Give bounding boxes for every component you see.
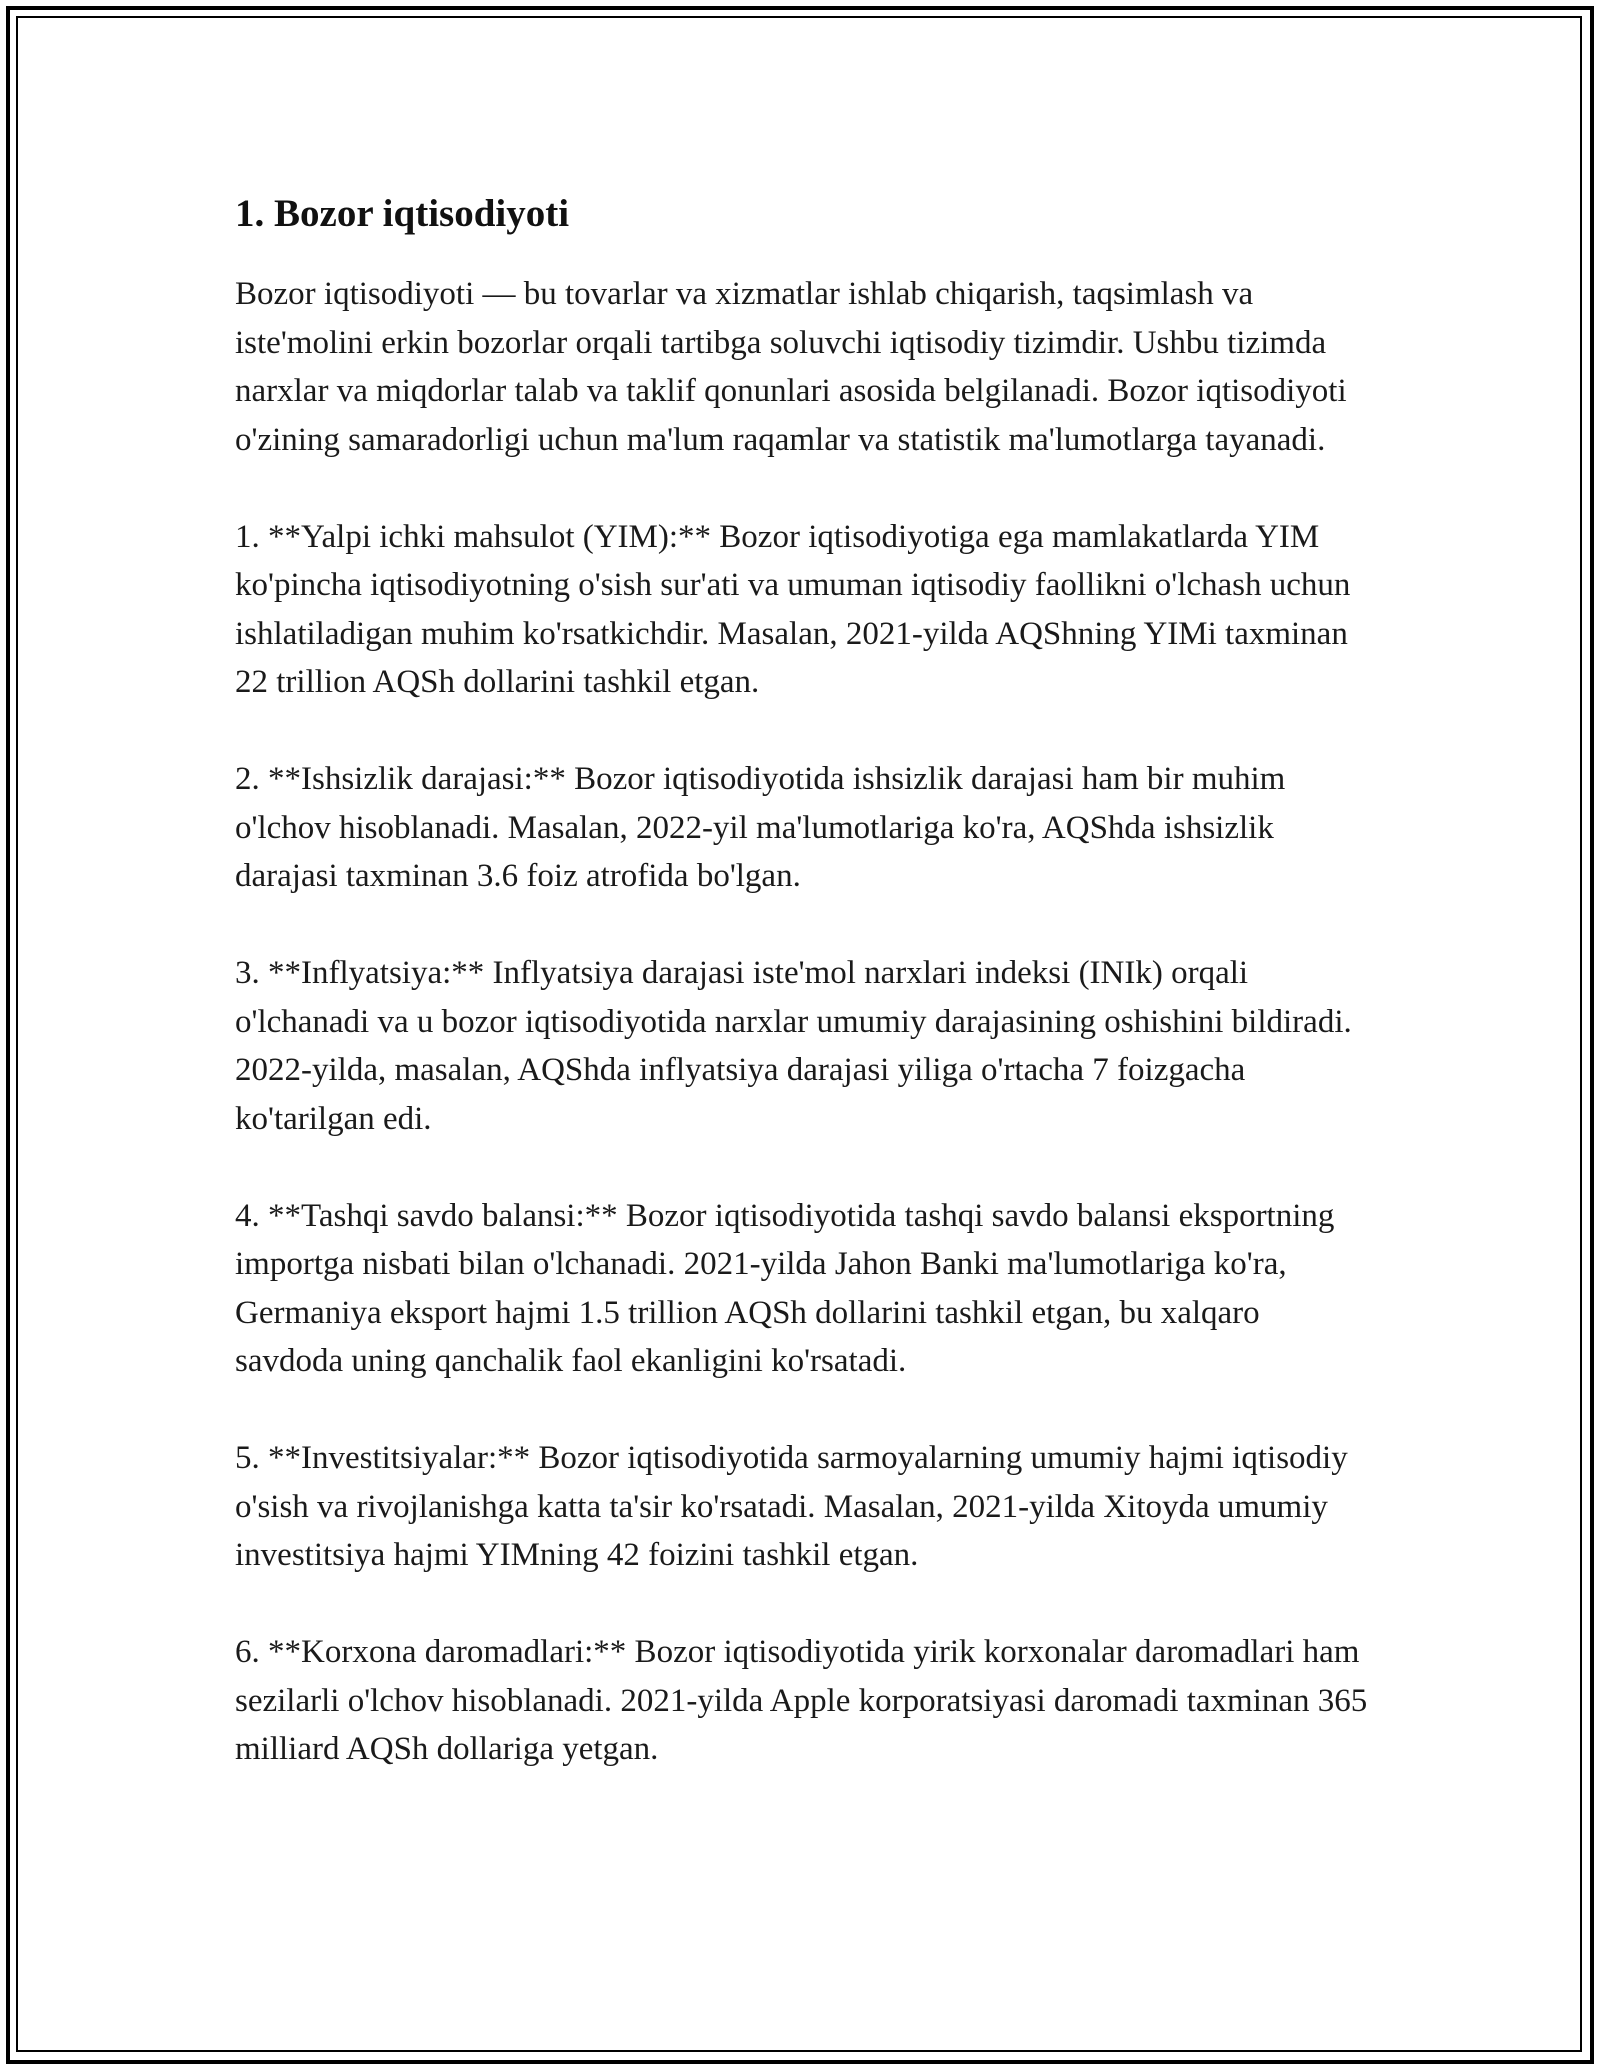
document-title: 1. Bozor iqtisodiyoti [235, 192, 570, 235]
list-item-trade-balance: 4. **Tashqi savdo balansi:** Bozor iqtisodiyotida tashqi savdo balansi eksportning importga nisbati bilan o'lchanadi. 2021-yilda Jahon Banki ma'lumotlariga ko'ra, Germaniya eksport hajmi 1.5 trillion AQSh dollarini tashkil etgan, bu xalqaro savdoda uning qanchalik faol ekanligini ko'rsatadi. [235, 1197, 1335, 1379]
intro-paragraph: Bozor iqtisodiyoti — bu tovarlar va xizmatlar ishlab chiqarish, taqsimlash va iste'molini erkin bozorlar orqali tartibga soluvchi iqtisodiy tizimdir. Ushbu tizimda narxlar va miqdorlar talab va taklif qonunlari asosida belgilanadi. Bozor iqtisodiyoti o'zining samaradorligi uchun ma'lum raqamlar va statistik ma'lumotlarga tayanadi. [235, 276, 1347, 458]
list-item-inflation: 3. **Inflyatsiya:** Inflyatsiya darajasi iste'mol narxlari indeksi (INIk) orqali o'lchanadi va u bozor iqtisodiyotida narxlar umumiy darajasining oshishini bildiradi. 2022-yilda, masalan, AQShda inflyatsiya darajasi yiliga o'rtacha 7 foizgacha ko'tarilgan edi. [235, 955, 1352, 1137]
list-item-gdp: 1. **Yalpi ichki mahsulot (YIM):** Bozor iqtisodiyotiga ega mamlakatlarda YIM ko'pincha iqtisodiyotning o'sish sur'ati va umuman iqtisodiy faollikni o'lchash uchun ishlatiladigan muhim ko'rsatkichdir. Masalan, 2021-yilda AQShning YIMi taxminan 22 trillion AQSh dollarini tashkil etgan. [235, 518, 1351, 700]
list-item-investments: 5. **Investitsiyalar:** Bozor iqtisodiyotida sarmoyalarning umumiy hajmi iqtisodiy o'sish va rivojlanishga katta ta'sir ko'rsatadi. Masalan, 2021-yilda Xitoyda umumiy investitsiya hajmi YIMning 42 foizini tashkil etgan. [235, 1440, 1348, 1573]
list-item-unemployment: 2. **Ishsizlik darajasi:** Bozor iqtisodiyotida ishsizlik darajasi ham bir muhim o'lchov hisoblanadi. Masalan, 2022-yil ma'lumotlariga ko'ra, AQShda ishsizlik darajasi taxminan 3.6 foiz atrofida bo'lgan. [235, 761, 1286, 894]
list-item-corporate-revenue: 6. **Korxona daromadlari:** Bozor iqtisodiyotida yirik korxonalar daromadlari ham sezilarli o'lchov hisoblanadi. 2021-yilda Apple korporatsiyasi daromadi taxminan 365 milliard AQSh dollariga yetgan. [235, 1634, 1368, 1767]
document-body [235, 186, 1375, 1822]
